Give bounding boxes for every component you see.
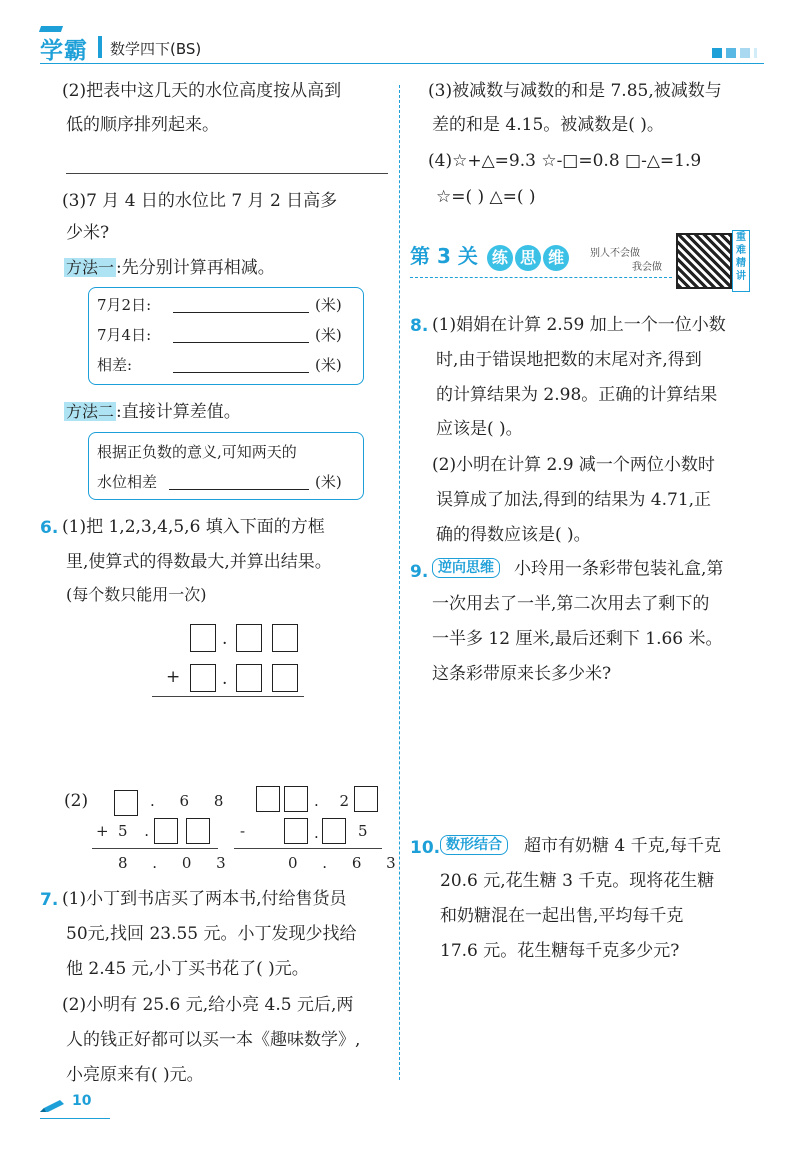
eqA-result: 8 . 0 3 <box>118 854 236 872</box>
m2-line1: 根据正负数的意义,可知两天的 <box>97 443 297 461</box>
sum-rule <box>152 696 304 697</box>
q5-2-line1: (2)把表中这几天的水位高度按从高到 <box>62 81 342 101</box>
digit-box[interactable] <box>284 818 308 844</box>
m1-row-label: 7月4日: <box>97 326 152 344</box>
q7-1-line2: 50元,找回 23.55 元。小丁发现少找给 <box>66 924 357 944</box>
q5-2-line2: 低的顺序排列起来。 <box>66 115 219 135</box>
q9-line1: 小玲用一条彩带包装礼盒,第 <box>514 559 724 579</box>
q7-2-line3: 小亮原来有( )元。 <box>66 1065 204 1085</box>
digit-box[interactable] <box>236 624 262 652</box>
q10-line2: 20.6 元,花生糖 3 千克。现将花生糖 <box>440 871 715 891</box>
m1-row-unit: (米) <box>315 326 342 344</box>
level-banner <box>410 240 566 271</box>
digit-box[interactable] <box>190 664 216 692</box>
r-q4-line1: (4)☆+△=9.3 ☆-□=0.8 □-△=1.9 <box>428 151 702 171</box>
digit-box[interactable] <box>190 624 216 652</box>
eqB-five: 5 <box>358 822 368 840</box>
header-divider <box>98 36 102 58</box>
eqB-top-digits: . 2 <box>314 792 358 810</box>
digit-box[interactable] <box>284 786 308 812</box>
q8-1-line4: 应该是( )。 <box>436 419 523 439</box>
digit-box[interactable] <box>256 786 280 812</box>
level-underline <box>410 277 672 278</box>
answer-line[interactable] <box>66 173 388 174</box>
level-char: 维 <box>543 245 569 271</box>
level-note-2: 我会做 <box>632 262 662 273</box>
pencil-icon <box>38 1098 68 1114</box>
m2-blank[interactable] <box>169 489 309 490</box>
q7-1-line3: 他 2.45 元,小丁买书花了( )元。 <box>66 959 309 979</box>
header-square-icon <box>712 48 722 58</box>
q9-line4: 这条彩带原来长多少米? <box>432 664 612 684</box>
digit-box[interactable] <box>114 790 138 816</box>
q10-number: 10. <box>410 838 441 858</box>
eqB-rule <box>234 848 382 849</box>
q6-number: 6. <box>40 518 59 538</box>
m1-blank[interactable] <box>173 372 309 373</box>
qr-label: 重难精讲 <box>732 230 750 292</box>
m1-row-label: 7月2日: <box>97 296 152 314</box>
eqA-top-digits: . 6 8 <box>150 792 234 810</box>
q10-tag-wrap <box>440 834 508 855</box>
q10-line3: 和奶糖混在一起出售,平均每千克 <box>440 906 684 926</box>
q9-number: 9. <box>410 562 429 582</box>
eqB-result: 0 . 6 3 <box>288 854 406 872</box>
eqA-rule <box>92 848 218 849</box>
q8-1-line1: (1)娟娟在计算 2.59 加上一个一位小数 <box>432 315 726 335</box>
header-rule <box>40 63 764 64</box>
digit-box[interactable] <box>322 818 346 844</box>
method1-heading <box>64 252 275 284</box>
q6-line3: (每个数只能用一次) <box>66 585 207 604</box>
method1-text: :先分别计算再相减。 <box>116 258 275 278</box>
method2-heading <box>64 396 241 428</box>
q10-line1: 超市有奶糖 4 千克,每千克 <box>524 836 722 856</box>
m1-row-label: 相差: <box>97 356 133 374</box>
q8-2-line3: 确的得数应该是( )。 <box>436 525 591 545</box>
q5-3-line2: 少米? <box>66 223 110 243</box>
q7-number: 7. <box>40 890 59 910</box>
header-square-icon <box>754 48 757 58</box>
level-prefix: 第 3 关 <box>410 244 478 268</box>
page-header <box>0 0 800 70</box>
decimal-point: . <box>222 669 228 689</box>
m1-blank[interactable] <box>173 342 309 343</box>
method1-label: 方法一 <box>66 258 115 277</box>
r-q3-line2: 差的和是 4.15。被减数是( )。 <box>432 115 664 135</box>
method2-text: :直接计算差值。 <box>116 402 241 422</box>
method2-label: 方法二 <box>66 402 115 421</box>
method1-box <box>88 287 364 385</box>
q8-1-line3: 的计算结果为 2.98。正确的计算结果 <box>436 385 718 405</box>
book-title: 数学四下(BS) <box>110 40 202 58</box>
digit-box[interactable] <box>154 818 178 844</box>
q10-line4: 17.6 元。花生糖每千克多少元? <box>440 941 680 961</box>
qr-code-icon[interactable] <box>676 233 732 289</box>
level-char: 练 <box>487 245 513 271</box>
eqA-plus: + <box>96 822 109 840</box>
digit-box[interactable] <box>354 786 378 812</box>
q5-3-line1: (3)7 月 4 日的水位比 7 月 2 日高多 <box>62 191 338 211</box>
q9-line2: 一次用去了一半,第二次用去了剩下的 <box>432 594 710 614</box>
page-number: 10 <box>72 1093 92 1109</box>
digit-box[interactable] <box>236 664 262 692</box>
brand-logo: 学霸 <box>40 38 88 64</box>
level-note-1: 别人不会做 <box>590 248 640 259</box>
digit-box[interactable] <box>272 664 298 692</box>
footer-rule <box>40 1118 110 1119</box>
r-q3-line1: (3)被减数与减数的和是 7.85,被减数与 <box>428 81 722 101</box>
eqA-five: 5 . <box>118 822 156 840</box>
decimal-point: . <box>222 629 228 649</box>
m1-blank[interactable] <box>173 312 309 313</box>
level-char: 思 <box>515 245 541 271</box>
m2-unit: (米) <box>315 473 342 491</box>
q9-tag: 逆向思维 <box>432 558 500 578</box>
header-square-icon <box>726 48 736 58</box>
column-divider <box>399 85 400 1080</box>
q6-line2: 里,使算式的得数最大,并算出结果。 <box>66 552 332 572</box>
method2-box <box>88 432 364 500</box>
q7-2-line1: (2)小明有 25.6 元,给小亮 4.5 元后,两 <box>62 995 354 1015</box>
q6-line1: (1)把 1,2,3,4,5,6 填入下面的方框 <box>62 517 325 537</box>
decimal-point: . <box>314 824 319 842</box>
digit-box[interactable] <box>186 818 210 844</box>
plus-sign: + <box>166 667 181 687</box>
m2-line2: 水位相差 <box>97 473 158 491</box>
q8-1-line2: 时,由于错误地把数的末尾对齐,得到 <box>436 350 702 370</box>
m1-row-unit: (米) <box>315 356 342 374</box>
q6-2-label: (2) <box>64 791 89 811</box>
digit-box[interactable] <box>272 624 298 652</box>
q8-2-line2: 误算成了加法,得到的结果为 4.71,正 <box>436 490 712 510</box>
header-square-icon <box>740 48 750 58</box>
q7-2-line2: 人的钱正好都可以买一本《趣味数学》, <box>66 1030 361 1050</box>
q9-tag-wrap <box>432 557 500 578</box>
r-q4-line2: ☆=( ) △=( ) <box>436 187 536 207</box>
q7-1-line1: (1)小丁到书店买了两本书,付给售货员 <box>62 889 347 909</box>
eqB-minus: - <box>240 822 246 840</box>
m1-row-unit: (米) <box>315 296 342 314</box>
q8-2-line1: (2)小明在计算 2.9 减一个两位小数时 <box>432 455 715 475</box>
q9-line3: 一半多 12 厘米,最后还剩下 1.66 米。 <box>432 629 723 649</box>
q8-number: 8. <box>410 316 429 336</box>
q10-tag: 数形结合 <box>440 835 508 855</box>
level-title <box>487 248 566 267</box>
